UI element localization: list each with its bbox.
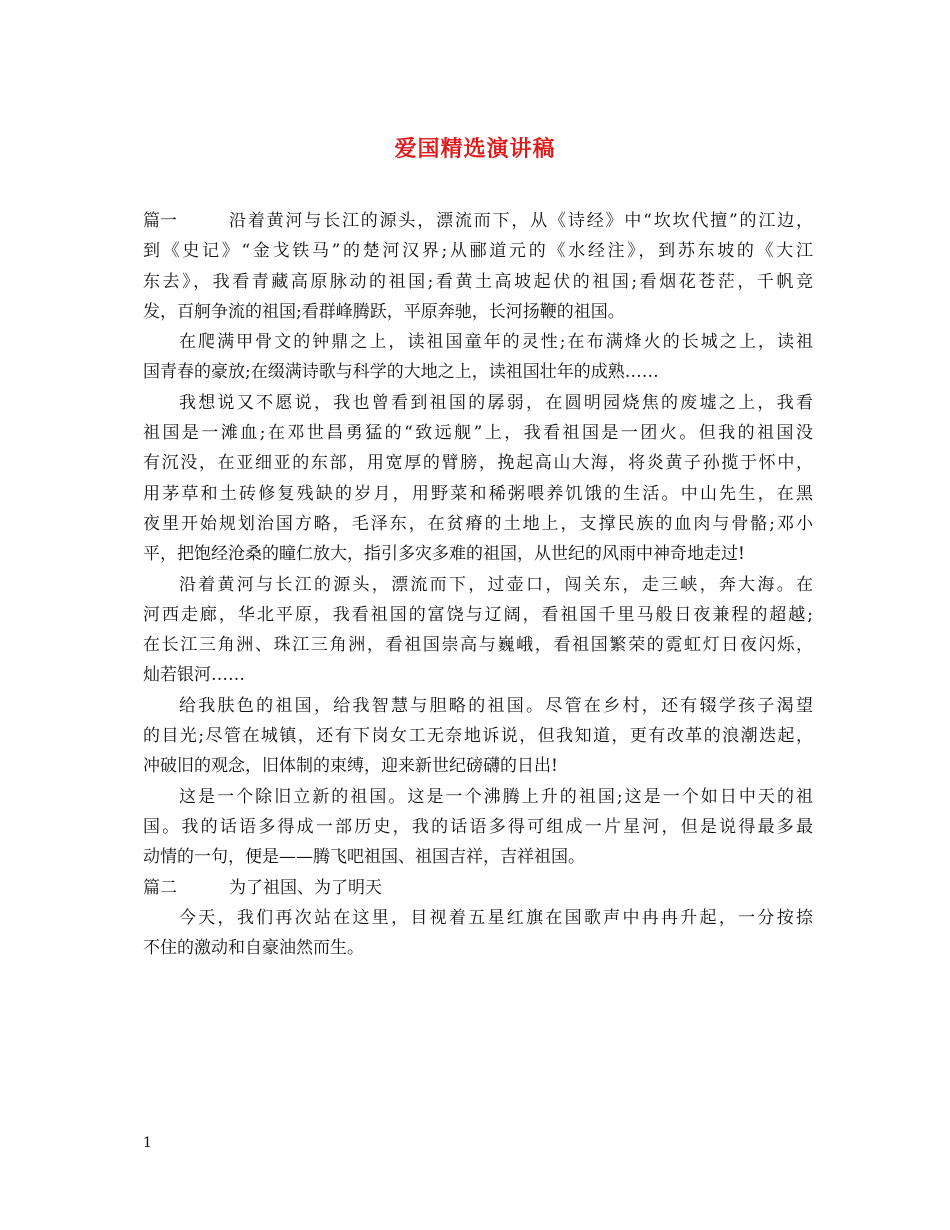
paragraph-line: 给我肤色的祖国，给我智慧与胆略的祖国。尽管在乡村，还有辍学孩子渴望 (179, 695, 813, 716)
section-label: 篇二 (143, 877, 177, 898)
section-label: 篇一 (143, 211, 177, 231)
paragraph-line: 东去》，我看青藏高原脉动的祖国;看黄土高坡起伏的祖国;看烟花苍茫，千帆竞 (143, 271, 813, 292)
paragraph-line: 用茅草和土砖修复残缺的岁月，用野菜和稀粥喂养饥饿的生活。中山先生，在黑 (143, 483, 813, 504)
paragraph-line: 到《史记》“金戈铁马”的楚河汉界;从郦道元的《水经注》，到苏东坡的《大江 (143, 241, 813, 262)
paragraph-line: 河西走廊，华北平原，我看祖国的富饶与辽阔，看祖国千里马般日夜兼程的超越; (143, 604, 813, 625)
paragraph-line: 动情的一句，便是——腾飞吧祖国、祖国吉祥，吉祥祖国。 (143, 847, 585, 868)
paragraph-line: 发，百舸争流的祖国;看群峰腾跃，平原奔驰，长河扬鞭的祖国。 (143, 301, 625, 322)
section-heading-line (143, 873, 813, 903)
paragraph-line: 这是一个除旧立新的祖国。这是一个沸腾上升的祖国;这是一个如日中天的祖 (179, 786, 813, 807)
paragraph-line: 在长江三角洲、珠江三角洲，看祖国崇高与巍峨，看祖国繁荣的霓虹灯日夜闪烁， (143, 635, 813, 656)
paragraph-line: 的目光;尽管在城镇，还有下岗女工无奈地诉说，但我知道，更有改革的浪潮迭起， (143, 726, 813, 747)
paragraph-line: 在爬满甲骨文的钟鼎之上，读祖国童年的灵性;在布满烽火的长城之上，读祖 (179, 332, 813, 353)
paragraph-line: 夜里开始规划治国方略，毛泽东，在贫瘠的土地上，支撑民族的血肉与骨骼;邓小 (143, 513, 813, 534)
paragraph-line: 平，把饱经沧桑的瞳仁放大，指引多灾多难的祖国，从世纪的风雨中神奇地走过! (143, 544, 745, 565)
paragraph-line: 沿着黄河与长江的源头，漂流而下，从《诗经》中“坎坎代擅”的江边， (229, 211, 813, 231)
paragraph-line: 我想说又不愿说，我也曾看到祖国的孱弱，在圆明园烧焦的废墟之上，我看 (179, 392, 813, 413)
paragraph-line: 沿着黄河与长江的源头，漂流而下，过壶口，闯关东，走三峡，奔大海。在 (179, 574, 813, 595)
paragraph-line: 有沉没，在亚细亚的东部，用宽厚的臂膀，挽起高山大海，将炎黄子孙揽于怀中， (143, 453, 813, 474)
paragraph-line: 国青春的豪放;在缀满诗歌与科学的大地之上，读祖国壮年的成熟…… (143, 362, 659, 383)
paragraph-line: 冲破旧的观念，旧体制的束缚，迎来新世纪磅礴的日出! (143, 756, 558, 777)
section-heading-text: 为了祖国、为了明天 (229, 877, 382, 898)
paragraph-line: 灿若银河…… (143, 665, 245, 686)
section-heading-line (143, 206, 813, 236)
paragraph-line: 不住的激动和自豪油然而生。 (143, 938, 364, 959)
page-number: 1 (143, 1135, 152, 1151)
paragraph-line: 祖国是一滩血;在邓世昌勇猛的“致远舰”上，我看祖国是一团火。但我的祖国没 (143, 423, 813, 444)
document-body (143, 206, 813, 963)
paragraph-line: 今天，我们再次站在这里，目视着五星红旗在国歌声中冉冉升起，一分按捺 (179, 907, 813, 928)
paragraph-line: 国。我的话语多得成一部历史，我的话语多得可组成一片星河，但是说得最多最 (143, 816, 813, 837)
document-title: 爱国精选演讲稿 (394, 136, 556, 162)
